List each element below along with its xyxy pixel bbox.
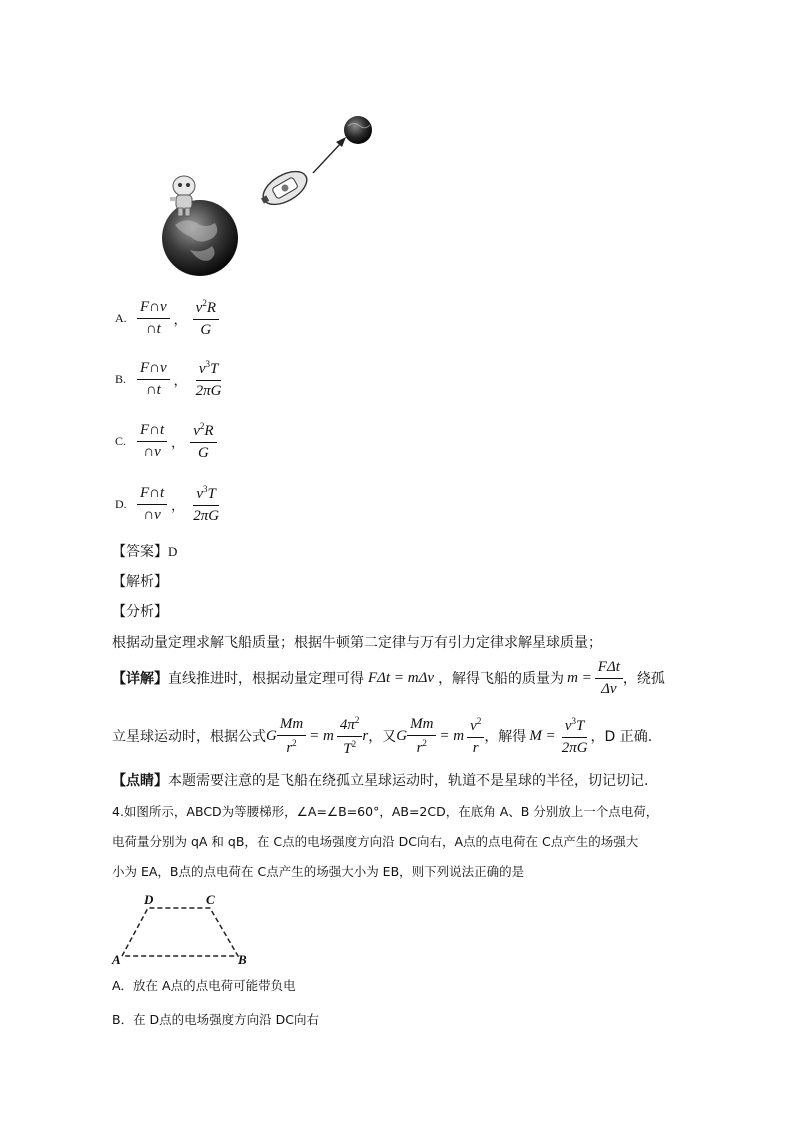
star-mass-fraction: $\frac{v^3T}{2\pi G}$ bbox=[561, 715, 588, 756]
option-a: A. $\frac{F\cap v}{\cap t}$ ， $\frac{v^2R}{G}$ bbox=[115, 298, 219, 338]
trajectory-arrow bbox=[313, 142, 342, 173]
trapezoid-diagram bbox=[110, 890, 260, 970]
option-letter: C. bbox=[115, 433, 127, 448]
q4-option-a: A．放在 A点的点电荷可能带负电 bbox=[112, 978, 296, 993]
q4-line-2: 电荷量分别为 qA 和 qB，在 C点的电场强度方向沿 DC向右，A点的点电荷在 C点产生的场强大 bbox=[112, 834, 639, 849]
option-b: B. $\frac{F\cap v}{\cap t}$ ， $\frac{v^3T}{2\pi G}$ bbox=[115, 359, 225, 399]
fraction-mass: $\frac{F\cap v}{\cap t}$ bbox=[137, 300, 170, 337]
answer-value: D bbox=[168, 544, 178, 559]
space-illustration bbox=[150, 110, 390, 280]
fraction-planet-mass: $\frac{v^2R}{G}$ bbox=[190, 422, 216, 461]
spacecraft bbox=[256, 165, 312, 213]
vertex-label-a: A bbox=[112, 952, 121, 967]
q4-option-b: B．在 D点的电场强度方向沿 DC向右 bbox=[112, 1012, 320, 1027]
fraction-planet-mass: $\frac{v^3T}{2\pi G}$ bbox=[193, 483, 220, 524]
option-letter: B. bbox=[115, 371, 127, 386]
fenxi-label: 【分析】 bbox=[112, 604, 168, 620]
dianjing-line: 【点睛】本题需要注意的是飞船在绕孤立星球运动时，轨道不是星球的半径，切记切记. bbox=[112, 773, 649, 789]
option-letter: D. bbox=[115, 496, 127, 511]
fraction-mass: $\frac{F\cap v}{\cap t}$ bbox=[137, 361, 170, 398]
momentum-equation: FΔt = mΔv bbox=[368, 669, 435, 686]
fraction-planet-mass: $\frac{v^3T}{2\pi G}$ bbox=[195, 358, 222, 399]
fenxi-text: 根据动量定理求解飞船质量；根据牛顿第二定律与万有引力定律求解星球质量； bbox=[112, 635, 602, 651]
vertex-label-c: C bbox=[206, 892, 215, 907]
q4-line-3: 小为 EA，B点的点电荷在 C点产生的场强大小为 EB，则下列说法正确的是 bbox=[112, 864, 525, 879]
fraction-mass: $\frac{F\cap t}{\cap v}$ bbox=[137, 423, 167, 460]
answer-line: 【答案】D bbox=[112, 544, 178, 560]
analysis-label: 【解析】 bbox=[112, 574, 168, 590]
detail-line-2: 立星球运动时，根据公式 G $\frac{Mm}{r^2}$ = m $\frac{4\pi^2}{T^2}$ r ，又 G $\frac{Mm}{r^2}$ = m $\frac{v^2}{r}$ ，解得 M = $\frac{v^3T}{2\pi G}$ ，D 正确. bbox=[112, 714, 653, 757]
option-letter: A. bbox=[115, 310, 127, 325]
q4-line-1: 4.如图所示，ABCD为等腰梯形，∠A=∠B=60°，AB=2CD，在底角 A、B 分别放上一个点电荷， bbox=[112, 804, 659, 819]
detail-line-1: 【详解】 直线推进时，根据动量定理可得 FΔt = mΔv ，解得飞船的质量为 m = $\frac{\text{FΔt}}{\Delta v}$ ，绕孤 bbox=[112, 658, 665, 697]
fraction-planet-mass: $\frac{v^2R}{G}$ bbox=[193, 299, 219, 338]
option-d: D. $\frac{F\cap t}{\cap v}$ ， $\frac{v^3T}{2\pi G}$ bbox=[115, 484, 222, 524]
vertex-label-b: B bbox=[238, 952, 247, 967]
fraction-mass: $\frac{F\cap t}{\cap v}$ bbox=[137, 486, 167, 523]
vertex-label-d: D bbox=[144, 892, 154, 907]
mass-fraction: $\frac{\text{FΔt}}{\Delta v}$ bbox=[595, 660, 623, 697]
option-c: C. $\frac{F\cap t}{\cap v}$ ， $\frac{v^2R}{G}$ bbox=[115, 421, 217, 461]
target-planet bbox=[344, 116, 372, 144]
